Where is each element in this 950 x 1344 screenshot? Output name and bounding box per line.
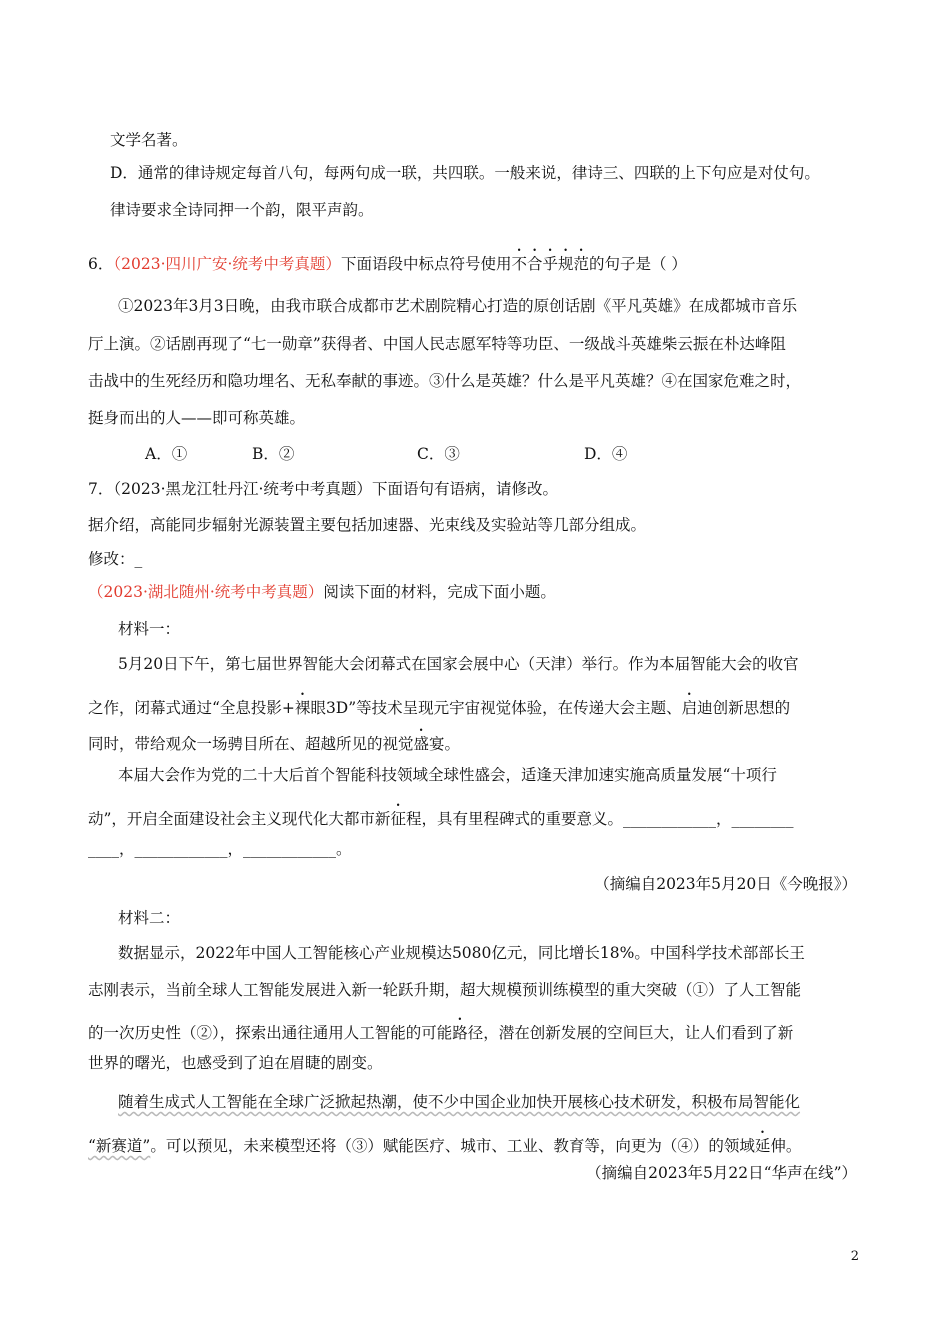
text: 眼3D”等技术呈现元宇宙视觉体验，在传递大会主题、 <box>310 699 682 717</box>
emphasized-text: 不合乎规范 <box>511 255 589 273</box>
text: 动”，开启全面建设社会主义现代化大都市新 <box>88 810 391 828</box>
page-number: 2 <box>850 1249 859 1264</box>
emphasized-char: 裸 <box>294 699 311 717</box>
material-line <box>88 838 352 860</box>
text: 的一次历史性（②），探索出通往通用人工智能的可能 <box>88 1024 453 1042</box>
question-7-header <box>88 478 558 500</box>
option-b: B．② <box>252 445 295 463</box>
text: 之作，闭幕式通过“全息投影+ <box>88 699 295 717</box>
emphasized-char: 盛 <box>413 735 430 753</box>
q5-option-d: D．通常的律诗规定每首八句，每两句成一联，共四联。一般来说，律诗三、四联的上下句应是对仗句。 <box>110 164 820 182</box>
q5-tail-text: 文学名著。 <box>110 131 188 149</box>
question-6-header <box>88 246 687 275</box>
fill-blank[interactable]: ____________ <box>134 840 228 858</box>
material-line <box>88 1128 801 1157</box>
material-line: 世界的曙光，也感受到了迫在眉睫的剧变。 <box>88 1054 383 1072</box>
text: 程，具有里程碑式的重要意义。 <box>405 810 623 828</box>
question-prompt: 下面语段中标点符号使用 <box>340 255 512 273</box>
passage-line: 厅上演。②话剧再现了“七一勋章”获得者、中国人民志愿军特等功臣、一级战斗英雄柴云振在朴达峰阻 <box>88 335 786 353</box>
fill-blank[interactable]: ____________ <box>622 810 716 828</box>
separator: ， <box>715 810 732 828</box>
fill-blank[interactable]: ____ <box>88 840 119 858</box>
text: 伸。 <box>770 1137 802 1155</box>
question-prompt: 下面语句有语病，请修改。 <box>371 480 558 498</box>
material-line <box>88 690 790 719</box>
question-prompt-end: 的句子是（ ） <box>588 255 687 273</box>
question-8-header <box>88 581 556 603</box>
option-c: C．③ <box>417 445 460 463</box>
material-line <box>88 801 793 830</box>
emphasized-char: 延 <box>754 1137 771 1155</box>
question-source: （2023·黑龙江牡丹江·统考中考真题） <box>113 480 372 498</box>
material-line: 志刚表示，当前全球人工智能发展进入新一轮跃升期，超大规模预训练模型的重大突破（①）了人工智能 <box>88 981 802 999</box>
separator: 。 <box>336 840 352 858</box>
question-sentence: 据介绍，高能同步辐射光源装置主要包括加速器、光束线及实验站等几部分组成。 <box>88 516 647 534</box>
material-2-label: 材料二： <box>118 909 181 927</box>
answer-label: 修改：_ <box>88 550 143 568</box>
q5-option-d-cont: 律诗要求全诗同押一个韵，限平声韵。 <box>110 201 374 219</box>
emphasized-char: 路 <box>452 1024 468 1042</box>
fill-blank[interactable]: ________ <box>731 810 794 828</box>
question-source: （2023·四川广安·统考中考真题） <box>113 255 341 273</box>
passage-line: 挺身而出的人——即可称英雄。 <box>88 409 306 427</box>
wavy-underlined-text: “新赛道” <box>88 1137 151 1155</box>
separator: ， <box>119 840 135 858</box>
passage-line: 击战中的生死经历和隐功埋名、无私奉献的事迹。③什么是英雄？什么是平凡英雄？④在国家危难之时， <box>88 372 802 390</box>
question-number: 6． <box>88 255 114 273</box>
text: 宴。 <box>429 735 461 753</box>
material-line: 本届大会作为党的二十大后首个智能科技领域全球性盛会，适逢天津加速实施高质量发展“十项行 <box>118 766 777 784</box>
option-d: D．④ <box>584 445 628 463</box>
text: 径，潜在创新发展的空间巨大，让人们看到了新 <box>467 1024 794 1042</box>
material-line: 随着生成式人工智能在全球广泛掀起热潮，使不少中国企业加快开展核心技术研发，积极布局智能化 <box>118 1093 801 1111</box>
material-line <box>88 1015 793 1044</box>
emphasized-char: 征 <box>390 810 406 828</box>
passage-line: ①2023年3月3日晚，由我市联合成都市艺术剧院精心打造的原创话剧《平凡英雄》在成都城市音乐 <box>118 297 798 315</box>
material-1-label: 材料一： <box>118 620 181 638</box>
material-1-citation: （摘编自2023年5月20日《今晚报》） <box>594 875 857 893</box>
question-source: （2023·湖北随州·统考中考真题） <box>88 583 324 601</box>
emphasized-char: 启 <box>681 699 698 717</box>
text: 迪创新思想的 <box>697 699 791 717</box>
option-a: A．① <box>145 445 188 463</box>
material-line <box>88 726 460 755</box>
text: 。可以预见，未来模型还将（③）赋能医疗、城市、工业、教育等，向更为（④）的领域 <box>150 1137 755 1155</box>
fill-blank[interactable]: ____________ <box>243 840 337 858</box>
separator: ， <box>227 840 244 858</box>
question-prompt: 阅读下面的材料，完成下面小题。 <box>323 583 556 601</box>
material-line: 数据显示，2022年中国人工智能核心产业规模达5080亿元，同比增长18%。中国科学技术部部长王 <box>118 944 805 962</box>
question-number: 7． <box>88 480 114 498</box>
text: 同时，带给观众一场骋目所在、超越所见的视觉 <box>88 735 414 753</box>
material-line: 5月20日下午，第七届世界智能大会闭幕式在国家会展中心（天津）举行。作为本届智能大会的收官 <box>118 655 799 673</box>
material-2-citation: （摘编自2023年5月22日“华声在线”） <box>586 1164 857 1182</box>
